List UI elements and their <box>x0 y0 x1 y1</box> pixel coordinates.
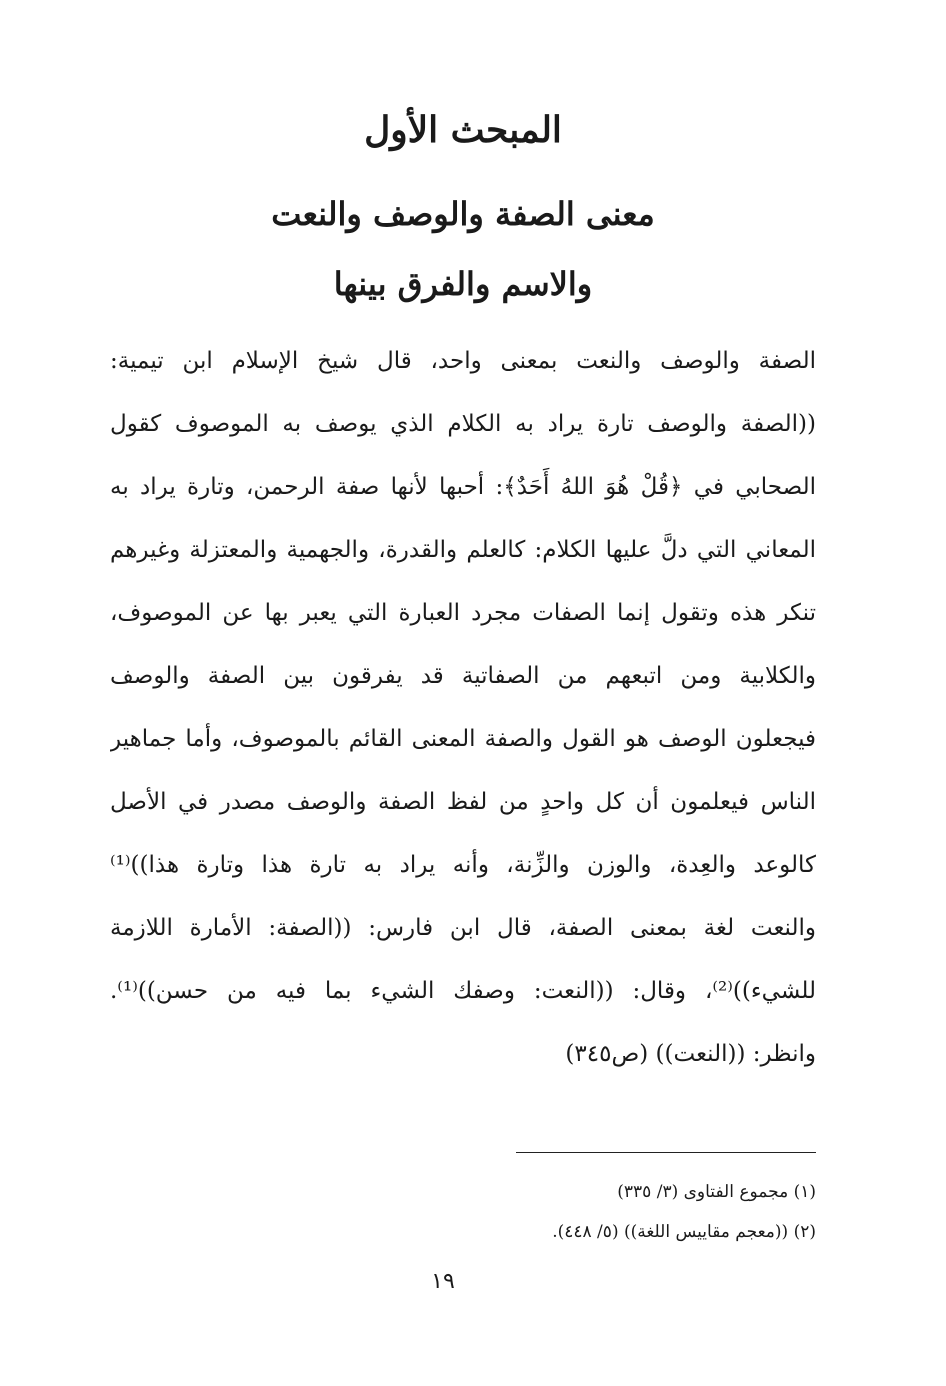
body-line: تنكر هذه وتقول إنما الصفات مجرد العبارة التي يعبر بها عن الموصوف، <box>110 600 816 626</box>
body-line: الصحابي في ﴿قُلْ هُوَ اللهُ أَحَدٌ﴾: أحبها لأنها صفة الرحمن، وتارة يراد به <box>110 474 816 500</box>
body-line: والنعت لغة بمعنى الصفة، قال ابن فارس: ((الصفة: الأمارة اللازمة <box>110 915 816 941</box>
headings-block <box>110 100 816 312</box>
body-line: المعاني التي دلَّ عليها الكلام: كالعلم والقدرة، والجهمية والمعتزلة وغيرهم <box>110 537 816 563</box>
body-line: فيجعلون الوصف هو القول والصفة المعنى القائم بالموصوف، وأما جماهير <box>110 726 816 752</box>
body-line: الصفة والوصف والنعت بمعنى واحد، قال شيخ الإسلام ابن تيمية: <box>110 348 816 374</box>
body-text <box>110 330 816 1086</box>
footnote: (٢) ((معجم مقاييس اللغة)) (٥/ ٤٤٨). <box>552 1222 816 1242</box>
body-line: ((الصفة والوصف تارة يراد به الكلام الذي يوصف به الموصوف كقول <box>110 411 816 437</box>
body-line: وانظر: ((النعت)) (ص٣٤٥) <box>565 1041 816 1067</box>
footnotes <box>416 1172 816 1252</box>
body-line: كالوعد والعِدة، والوزن والزِّنة، وأنه يراد به تارة هذا وتارة هذا))⁽¹⁾ <box>110 852 816 878</box>
footnote: (١) مجموع الفتاوى (٣/ ٣٣٥) <box>617 1182 816 1202</box>
body-line: الناس فيعلمون أن كل واحدٍ من لفظ الصفة والوصف مصدر في الأصل <box>110 789 816 815</box>
chapter-subtitle-line-2: والاسم والفرق بينها <box>333 265 593 303</box>
footnote-separator <box>516 1152 816 1153</box>
chapter-title: المبحث الأول <box>364 109 562 151</box>
body-line: والكلابية ومن اتبعهم من الصفاتية قد يفرقون بين الصفة والوصف <box>110 663 816 689</box>
page-number: ١٩ <box>431 1269 455 1294</box>
chapter-subtitle-line-1: معنى الصفة والوصف والنعت <box>271 195 655 233</box>
body-line: للشيء))⁽²⁾، وقال: ((النعت: وصفك الشيء بما فيه من حسن))⁽¹⁾. <box>110 978 816 1004</box>
